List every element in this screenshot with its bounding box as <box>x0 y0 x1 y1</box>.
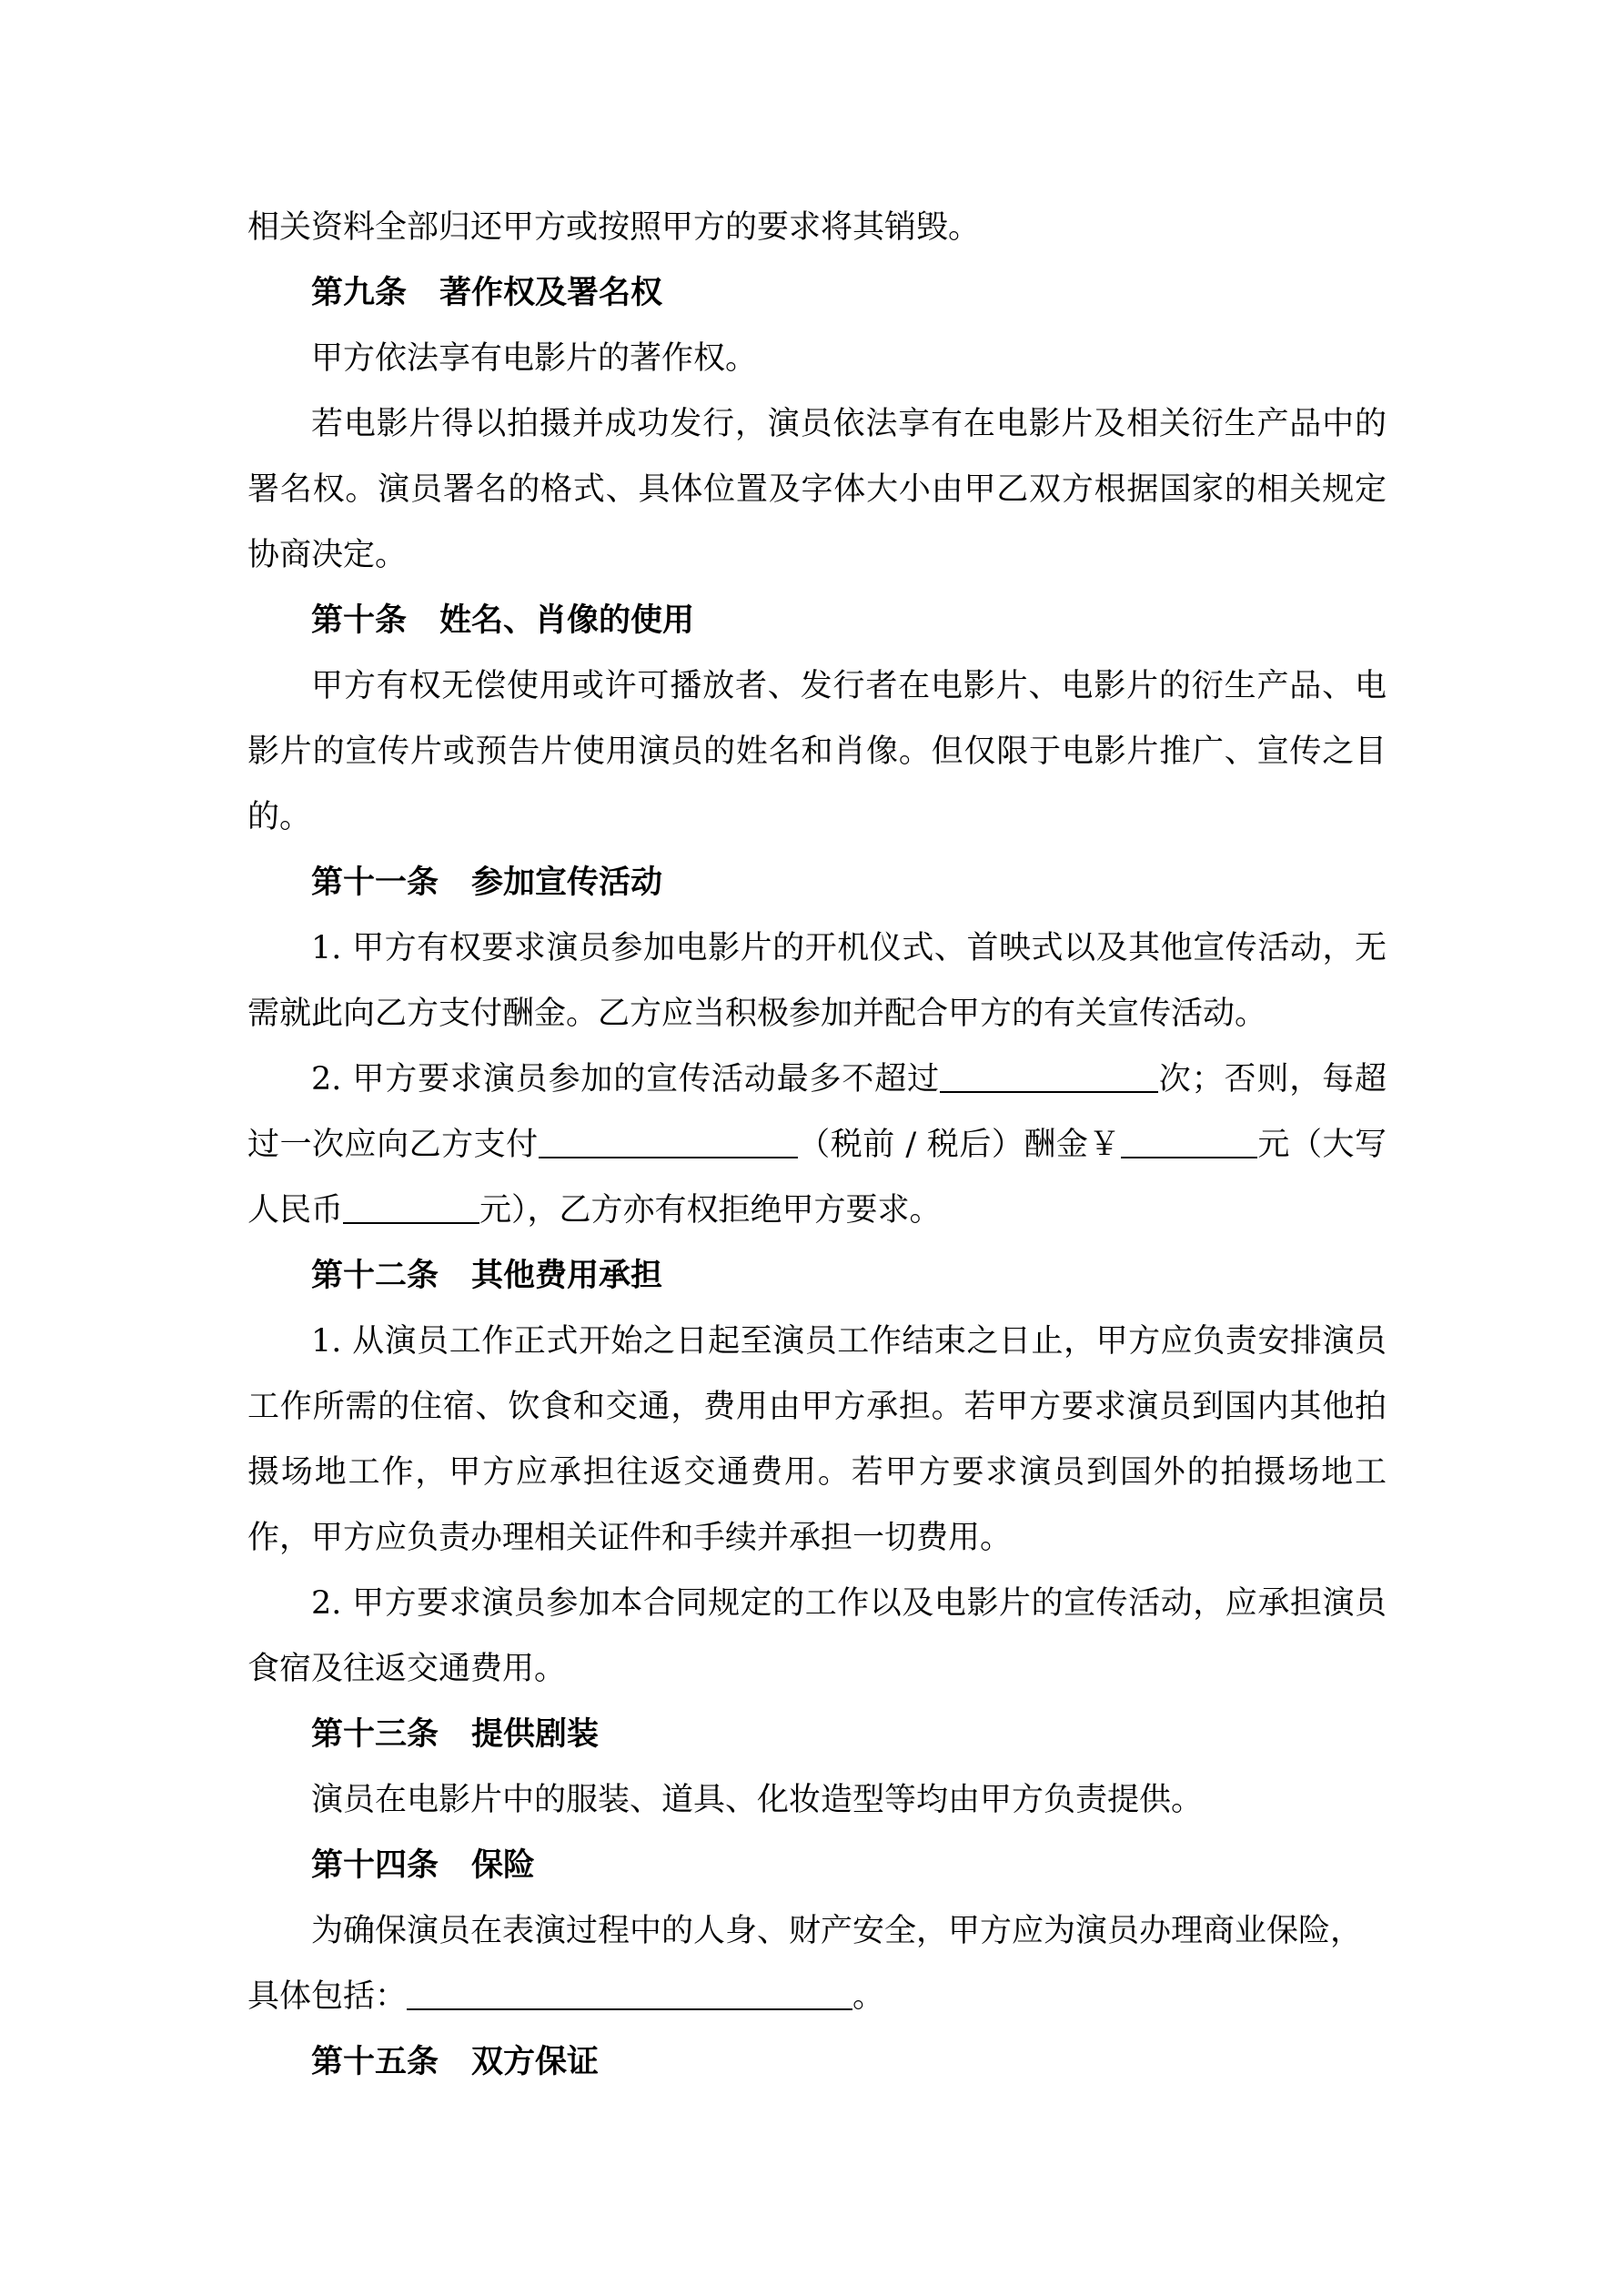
s11-p2-text-a: 2. 甲方要求演员参加的宣传活动最多不超过 <box>311 1061 940 1097</box>
section-12-heading <box>247 1243 1387 1309</box>
section-11-paragraph-2 <box>247 1047 1387 1243</box>
section-10-number: 第十条 <box>311 602 408 639</box>
s11-p2-text-b: 次；否则，每超过一次应向乙方支付 <box>247 1061 1387 1163</box>
section-9-number: 第九条 <box>311 274 408 311</box>
section-9-paragraph-1: 甲方依法享有电影片的著作权。 <box>311 340 758 377</box>
payer-blank[interactable] <box>539 1126 798 1158</box>
section-15-title: 双方保证 <box>471 2043 600 2080</box>
section-12-title: 其他费用承担 <box>471 1257 663 1294</box>
section-10-paragraph-1: 甲方有权无偿使用或许可播放者、发行者在电影片、电影片的衍生产品、电影片的宣传片或预告片使用演员的姓名和肖像。但仅限于电影片推广、宣传之目的。 <box>247 668 1387 835</box>
fee-amount-words-blank[interactable] <box>343 1191 479 1224</box>
section-12-paragraph-2: 2. 甲方要求演员参加本合同规定的工作以及电影片的宣传活动，应承担演员食宿及往返交通费用。 <box>247 1585 1387 1687</box>
section-10-title: 姓名、肖像的使用 <box>439 602 695 639</box>
section-9-paragraph-2: 若电影片得以拍摄并成功发行，演员依法享有在电影片及相关衍生产品中的署名权。演员署名的格式、具体位置及字体大小由甲乙双方根据国家的相关规定协商决定。 <box>247 406 1387 573</box>
s11-p2-text-e: 元），乙方亦有权拒绝甲方要求。 <box>479 1192 942 1229</box>
section-13-heading <box>247 1702 1387 1767</box>
section-9-title: 著作权及署名权 <box>439 274 663 311</box>
activity-count-blank[interactable] <box>940 1060 1158 1093</box>
s11-p2-text-d: 元（大写人民币 <box>247 1127 1387 1229</box>
section-11-paragraph-1: 1. 甲方有权要求演员参加电影片的开机仪式、首映式以及其他宣传活动，无需就此向乙方支付酬金。乙方应当积极参加并配合甲方的有关宣传活动。 <box>247 930 1387 1032</box>
section-15-number: 第十五条 <box>311 2043 439 2080</box>
section-15-heading <box>247 2029 1387 2095</box>
section-12-number: 第十二条 <box>311 1257 439 1294</box>
section-13-number: 第十三条 <box>311 1715 439 1753</box>
s11-p2-text-c: （税前 / 税后）酬金￥ <box>797 1127 1121 1163</box>
section-11-number: 第十一条 <box>311 864 439 901</box>
section-14-paragraph-2 <box>247 1964 1387 2029</box>
section-13-title: 提供剧装 <box>471 1715 600 1753</box>
s14-p2-text-a: 具体包括： <box>247 1978 408 2015</box>
section-11-heading <box>247 850 1387 915</box>
intro-tail-text: 相关资料全部归还甲方或按照甲方的要求将其销毁。 <box>247 209 981 246</box>
section-14-number: 第十四条 <box>311 1846 439 1884</box>
section-11-title: 参加宣传活动 <box>471 864 663 901</box>
s14-p2-text-b: 。 <box>852 1978 885 2015</box>
section-9-heading <box>247 260 1387 326</box>
fee-amount-blank[interactable] <box>1121 1126 1257 1158</box>
section-13-paragraph-1: 演员在电影片中的服装、道具、化妆造型等均由甲方负责提供。 <box>311 1782 1204 1818</box>
section-14-paragraph-1: 为确保演员在表演过程中的人身、财产安全，甲方应为演员办理商业保险， <box>311 1913 1363 1949</box>
section-10-heading <box>247 588 1387 653</box>
section-14-title: 保险 <box>471 1846 536 1884</box>
contract-page <box>247 195 1387 2095</box>
section-14-heading <box>247 1833 1387 1898</box>
section-12-paragraph-1: 1. 从演员工作正式开始之日起至演员工作结束之日止，甲方应负责安排演员工作所需的住宿、饮食和交通，费用由甲方承担。若甲方要求演员到国内其他拍摄场地工作，甲方应承担往返交通费用。若甲方要求演员到国外的拍摄场地工作，甲方应负责办理相关证件和手续并承担一切费用。 <box>247 1323 1387 1556</box>
insurance-details-blank[interactable] <box>407 1977 852 2010</box>
